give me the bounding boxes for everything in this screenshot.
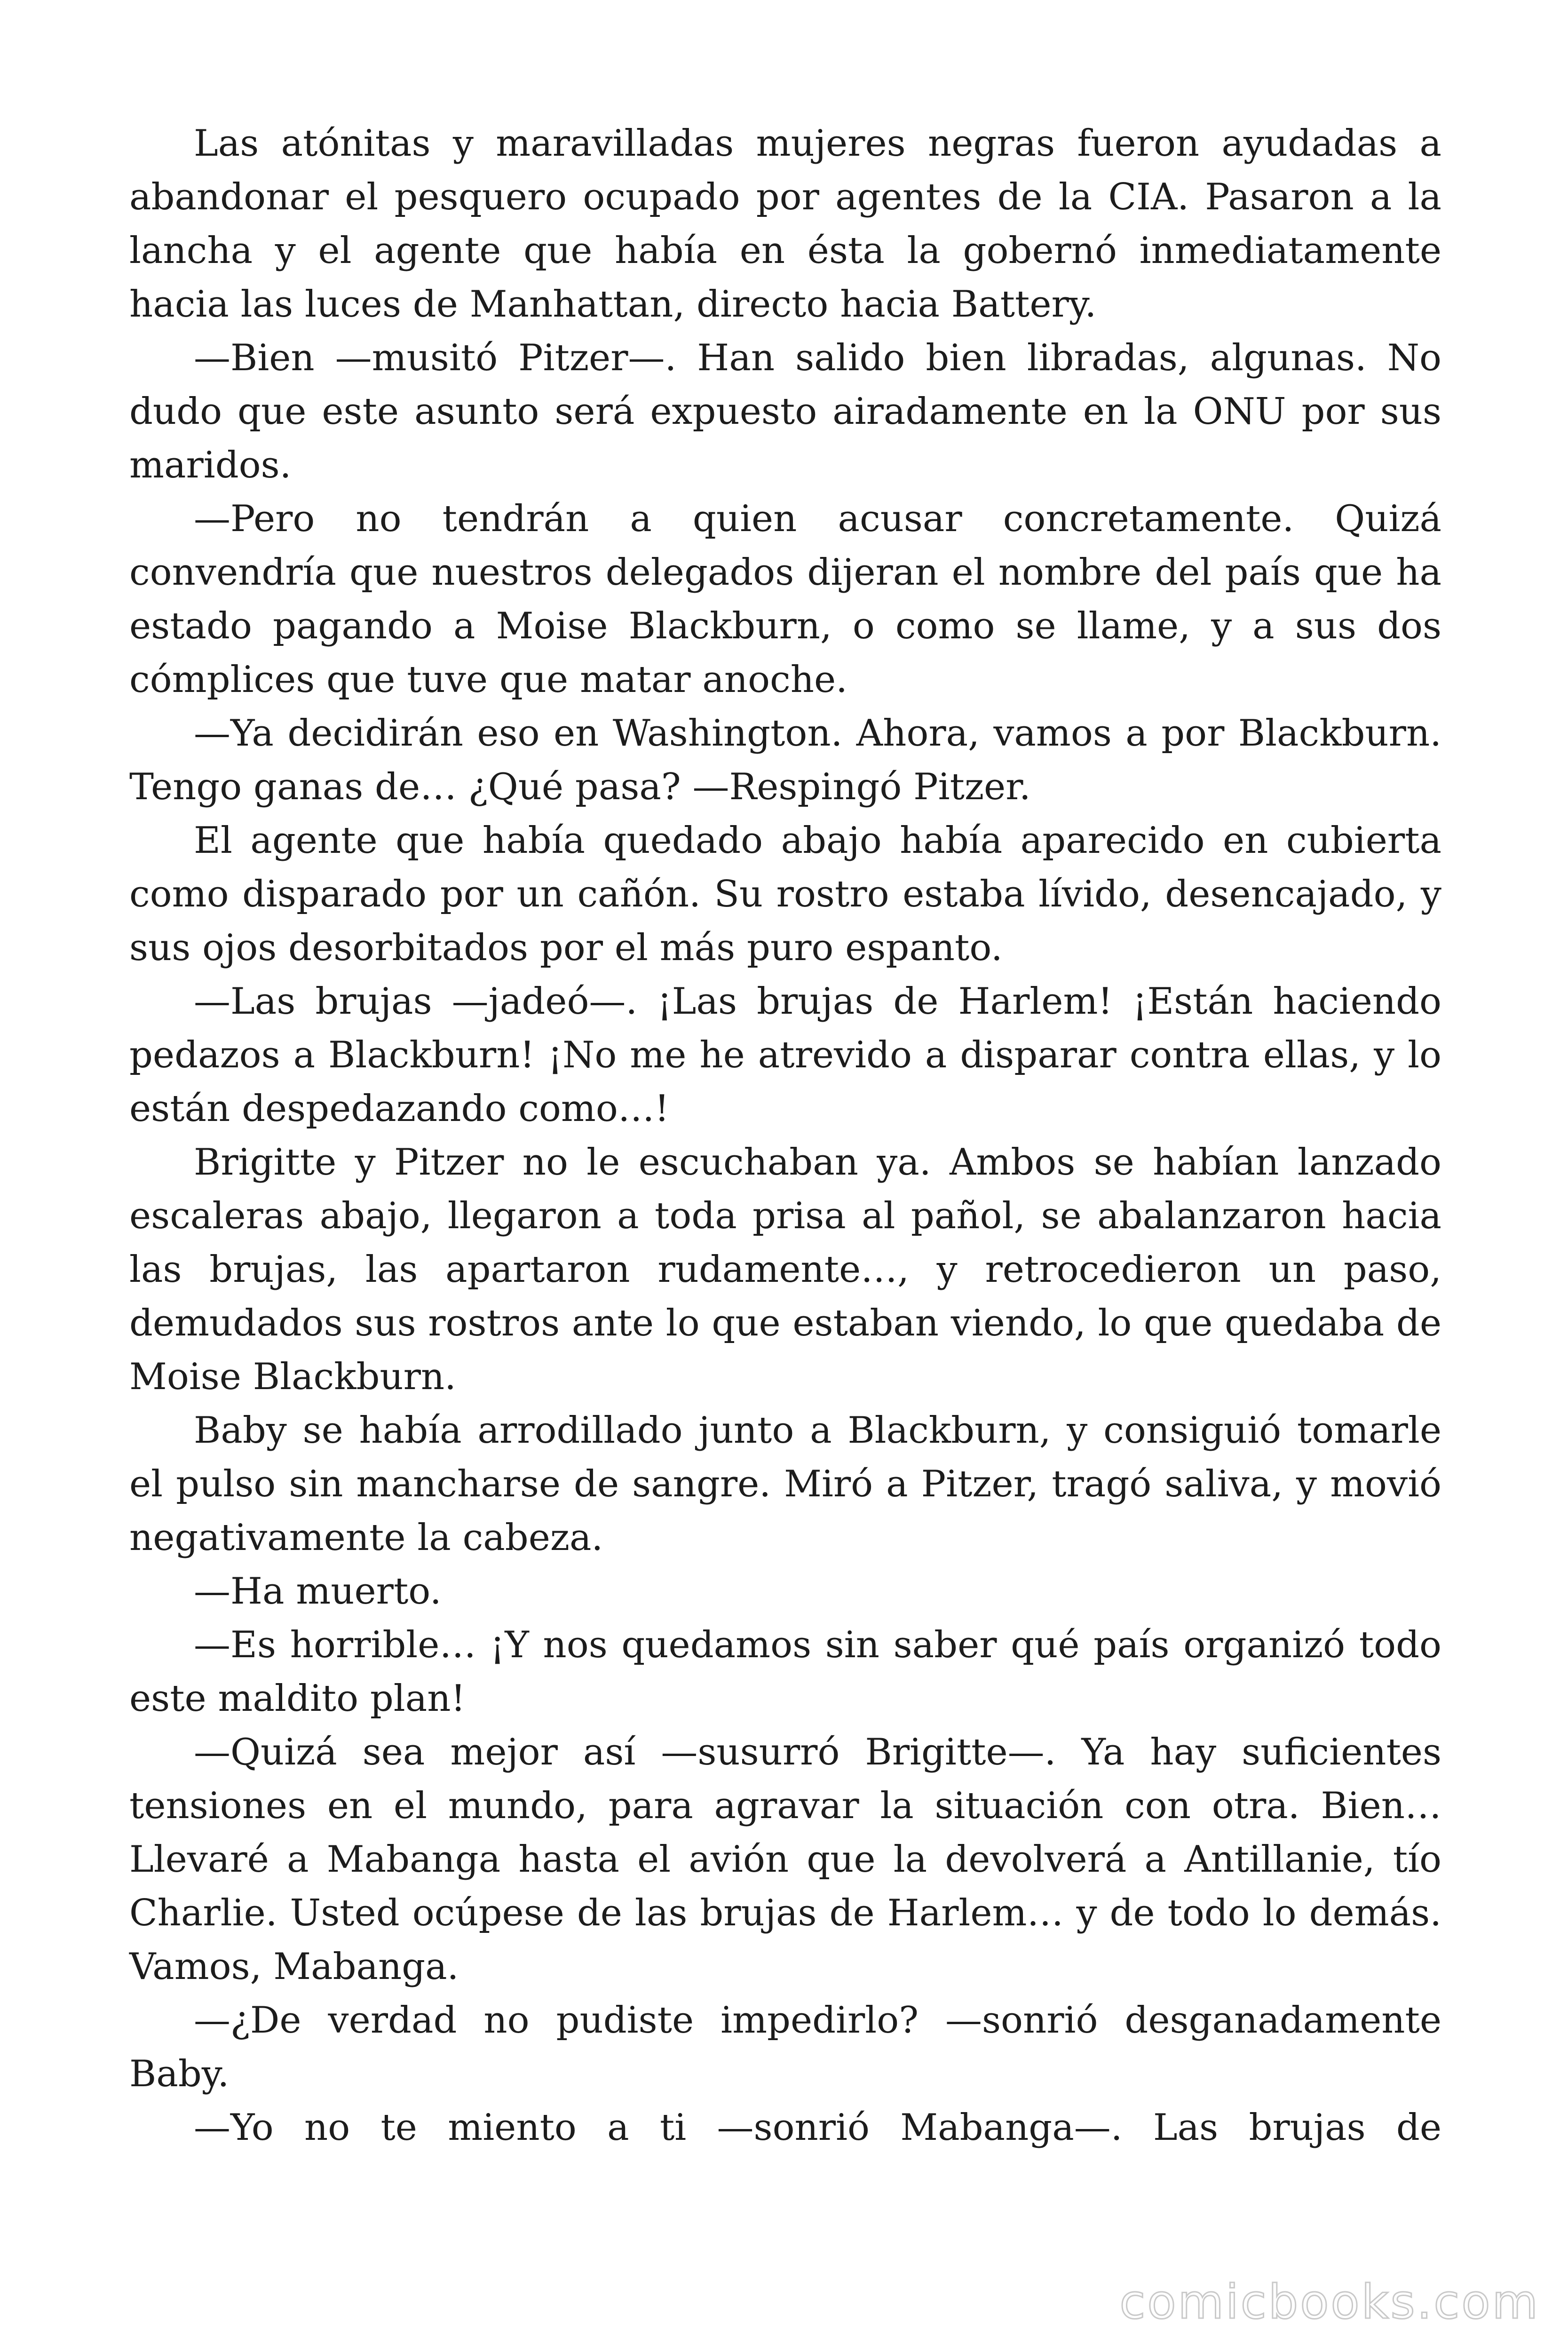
watermark: comicbooks.com xyxy=(1119,2274,1540,2329)
paragraph: Baby se había arrodillado junto a Blackburn, y consiguió tomarle el pulso sin mancharse de sangre. Miró a Pitzer, tragó saliva, y movió negativamente la cabeza. xyxy=(129,1409,1441,1559)
paragraph: —Pero no tendrán a quien acusar concretamente. Quizá convendría que nuestros delegados dijeran el nombre del país que ha estado pagando a Moise Blackburn, o como se llame, y a sus dos cómplices que tuve que matar anoche. xyxy=(129,498,1441,701)
paragraph: Brigitte y Pitzer no le escuchaban ya. Ambos se habían lanzado escaleras abajo, llegaron a toda prisa al pañol, se abalanzaron hacia las brujas, las apartaron rudamente…, y retrocedieron un paso, demudados sus rostros ante lo que estaban viendo, lo que quedaba de Moise Blackburn. xyxy=(129,1141,1441,1398)
paragraph: —Quizá sea mejor así —susurró Brigitte—. Ya hay suficientes tensiones en el mundo, para agravar la situación con otra. Bien… Llevaré a Mabanga hasta el avión que la devolverá a Antillanie, tío Charlie. Usted ocúpese de las brujas de Harlem… y de todo lo demás. Vamos, Mabanga. xyxy=(129,1731,1441,1988)
body-text xyxy=(129,117,1441,2154)
paragraph-last: —Yo no te miento a ti —sonrió Mabanga—. Las brujas de xyxy=(194,2106,1441,2149)
paragraph: —Las brujas —jadeó—. ¡Las brujas de Harlem! ¡Están haciendo pedazos a Blackburn! ¡No me he atrevido a disparar contra ellas, y lo están despedazando como…! xyxy=(129,980,1441,1130)
paragraph: —Bien —musitó Pitzer—. Han salido bien libradas, algunas. No dudo que este asunto será expuesto airadamente en la ONU por sus maridos. xyxy=(129,337,1441,486)
paragraph: —¿De verdad no pudiste impedirlo? —sonrió desganadamente Baby. xyxy=(129,1999,1441,2095)
paragraph: —Ya decidirán eso en Washington. Ahora, vamos a por Blackburn. Tengo ganas de… ¿Qué pasa? —Respingó Pitzer. xyxy=(129,712,1441,808)
paragraph: —Ha muerto. xyxy=(194,1570,442,1613)
paragraph: El agente que había quedado abajo había aparecido en cubierta como disparado por un cañón. Su rostro estaba lívido, desencajado, y sus ojos desorbitados por el más puro espanto. xyxy=(129,819,1441,969)
paragraph: Las atónitas y maravilladas mujeres negras fueron ayudadas a abandonar el pesquero ocupado por agentes de la CIA. Pasaron a la lancha y el agente que había en ésta la gobernó inmediatamente hacia las luces de Manhattan, directo hacia Battery. xyxy=(129,122,1441,326)
paragraph: —Es horrible… ¡Y nos quedamos sin saber qué país organizó todo este maldito plan! xyxy=(129,1624,1441,1720)
